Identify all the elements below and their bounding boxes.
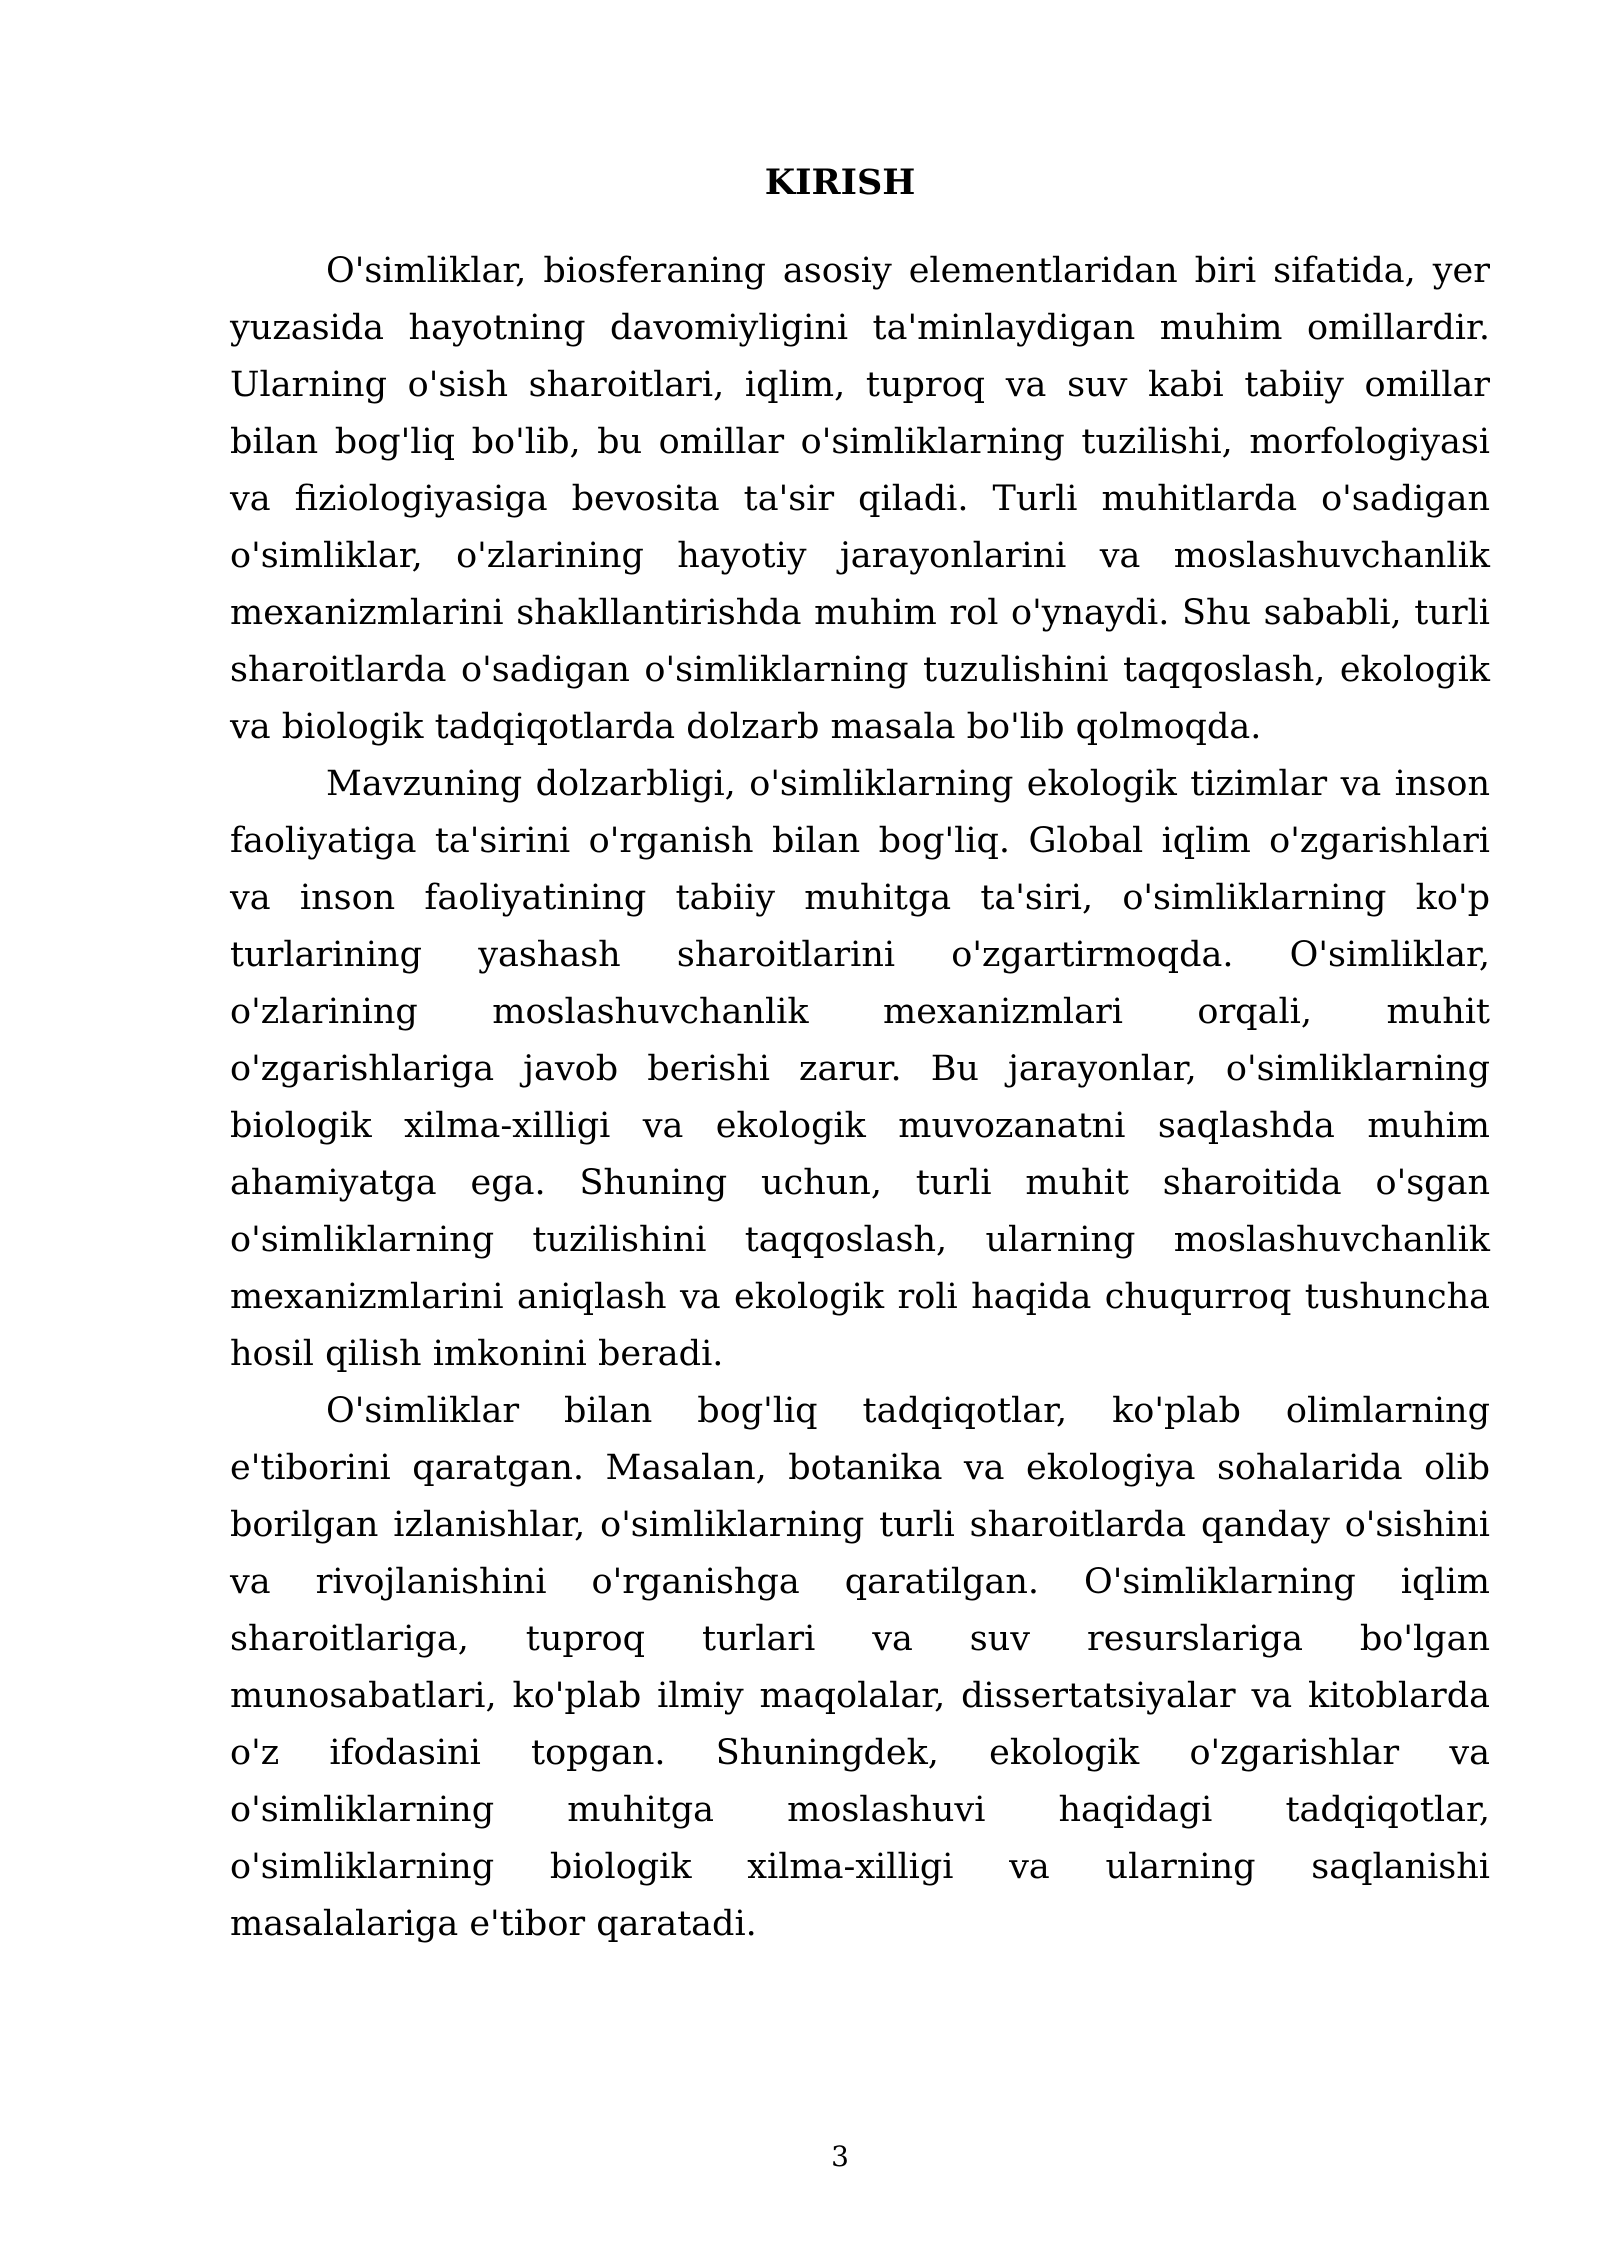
paragraph-3: O'simliklar bilan bog'liq tadqiqotlar, ko'plab olimlarning e'tiborini qaratgan. Masalan, botanika va ekologiya sohalarida olib borilgan izlanishlar, o'simliklarning turli sharoitlarda qanday o'sishini va rivojlanishini o'rganishga qaratilgan. O'simliklarning iqlim sharoitlariga, tuproq turlari va suv resurslariga bo'lgan munosabatlari, ko'plab ilmiy maqolalar, dissertatsiyalar va kitoblarda o'z ifodasini topgan. Shuningdek, ekologik o'zgarishlar va o'simliklarning muhitga moslashuvi haqidagi tadqiqotlar, o'simliklarning biologik xilma-xilligi va ularning saqlanishi masalalariga e'tibor qaratadi. [230, 1391, 1490, 1944]
body-text [230, 243, 1490, 1953]
paragraph-1: O'simliklar, biosferaning asosiy elementlaridan biri sifatida, yer yuzasida hayotning davomiyligini ta'minlaydigan muhim omillardir. Ularning o'sish sharoitlari, iqlim, tuproq va suv kabi tabiiy omillar bilan bog'liq bo'lib, bu omillar o'simliklarning tuzilishi, morfologiyasi va fiziologiyasiga bevosita ta'sir qiladi. Turli muhitlarda o'sadigan o'simliklar, o'zlarining hayotiy jarayonlarini va moslashuvchanlik mexanizmlarini shakllantirishda muhim rol o'ynaydi. Shu sababli, turli sharoitlarda o'sadigan o'simliklarning tuzulishini taqqoslash, ekologik va biologik tadqiqotlarda dolzarb masala bo'lib qolmoqda. [230, 251, 1490, 747]
page-number: 3 [831, 2140, 849, 2173]
page-title: KIRISH [764, 162, 916, 203]
paragraph-2: Mavzuning dolzarbligi, o'simliklarning ekologik tizimlar va inson faoliyatiga ta'sirini o'rganish bilan bog'liq. Global iqlim o'zgarishlari va inson faoliyatining tabiiy muhitga ta'siri, o'simliklarning ko'p turlarining yashash sharoitlarini o'zgartirmoqda. O'simliklar, o'zlarining moslashuvchanlik mexanizmlari orqali, muhit o'zgarishlariga javob berishi zarur. Bu jarayonlar, o'simliklarning biologik xilma-xilligi va ekologik muvozanatni saqlashda muhim ahamiyatga ega. Shuning uchun, turli muhit sharoitida o'sgan o'simliklarning tuzilishini taqqoslash, ularning moslashuvchanlik mexanizmlarini aniqlash va ekologik roli haqida chuqurroq tushuncha hosil qilish imkonini beradi. [230, 764, 1490, 1374]
